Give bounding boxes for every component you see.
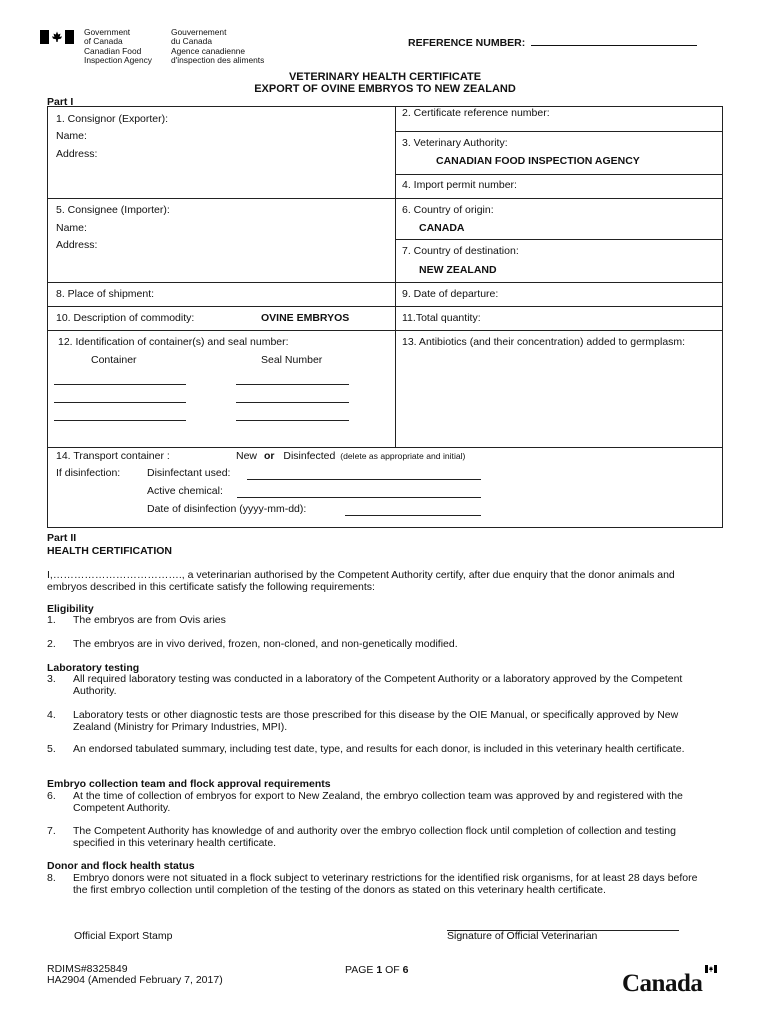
destination-value: NEW ZEALAND	[419, 264, 497, 276]
part2-heading: HEALTH CERTIFICATION	[47, 545, 173, 557]
container-field[interactable]	[54, 402, 186, 403]
date-disinfection-label: Date of disinfection (yyyy-mm-dd):	[147, 503, 307, 515]
item-number: 2.	[47, 638, 56, 650]
consignor-name-label: Name:	[56, 130, 87, 142]
divider	[47, 306, 723, 307]
official-export-stamp-label: Official Export Stamp	[74, 930, 173, 942]
item-7: The Competent Authority has knowledge of and authority over the embryo collection flock until completion of collection and testing specified in this veterinary health certificate.	[73, 825, 676, 849]
divider	[47, 198, 723, 199]
disinfected-option[interactable]: Disinfected	[283, 450, 336, 462]
certification-intro: I,………………………………., a veterinarian authorised by the Competent Authority certify, after due enquiry that the donor animals and embryos described in this certificate satisfy the following requirements:	[47, 569, 675, 593]
if-disinfection-label: If disinfection:	[56, 467, 121, 479]
transport-label: 14. Transport container :	[56, 450, 170, 462]
divider	[395, 174, 723, 175]
reference-number: REFERENCE NUMBER:	[408, 36, 697, 49]
disinfectant-used-field[interactable]	[247, 479, 481, 480]
container-field[interactable]	[54, 384, 186, 385]
origin-value: CANADA	[419, 222, 465, 234]
agency-fr: Agence canadienne d'inspection des aliments	[171, 46, 265, 66]
form-number: HA2904 (Amended February 7, 2017)	[47, 974, 223, 986]
item-3: All required laboratory testing was conducted in a laboratory of the Competent Authority or a laboratory approved by the Competent Authority.	[73, 673, 683, 697]
item-number: 8.	[47, 872, 56, 884]
part1-label: Part I	[47, 96, 74, 108]
donor-status-heading: Donor and flock health status	[47, 860, 195, 872]
item-number: 6.	[47, 790, 56, 802]
container-heading: Container	[91, 354, 137, 366]
title-line-1: VETERINARY HEALTH CERTIFICATE	[288, 71, 482, 83]
seal-number-field[interactable]	[236, 384, 349, 385]
divider	[395, 239, 723, 240]
reference-number-field[interactable]	[531, 36, 697, 46]
seal-number-field[interactable]	[236, 402, 349, 403]
commodity-label: 10. Description of commodity:	[56, 312, 195, 324]
identification-label: 12. Identification of container(s) and seal number:	[58, 336, 289, 348]
title-line-2: EXPORT OF OVINE EMBRYOS TO NEW ZEALAND	[254, 83, 516, 95]
divider	[395, 131, 723, 132]
seal-number-heading: Seal Number	[261, 354, 323, 366]
item-1: The embryos are from Ovis aries	[73, 614, 226, 626]
divider	[47, 282, 723, 283]
new-option[interactable]: New	[236, 450, 258, 462]
vet-authority-value: CANADIAN FOOD INSPECTION AGENCY	[436, 155, 640, 167]
consignee-name-label: Name:	[56, 222, 87, 234]
date-disinfection-field[interactable]	[345, 515, 481, 516]
item-number: 7.	[47, 825, 56, 837]
canada-wordmark: Canada	[622, 970, 703, 997]
divider	[395, 106, 396, 447]
origin-label: 6. Country of origin:	[402, 204, 494, 216]
item-4: Laboratory tests or other diagnostic tests are those prescribed for this disease by the OIE Manual, or specifically approved by New Zealand (Ministry for Primary Industries, MPI).	[73, 709, 679, 733]
commodity-value: OVINE EMBRYOS	[261, 312, 350, 324]
antibiotics-label: 13. Antibiotics (and their concentration) added to germplasm:	[402, 336, 686, 348]
wordmark-flag-icon	[705, 964, 717, 972]
consignee-label: 5. Consignee (Importer):	[56, 204, 170, 216]
date-departure-label: 9. Date of departure:	[402, 288, 499, 300]
footer-ids	[47, 964, 223, 986]
seal-number-field[interactable]	[236, 420, 349, 421]
total-quantity-label: 11.Total quantity:	[402, 312, 481, 324]
divider	[47, 447, 723, 448]
item-5: An endorsed tabulated summary, including test date, type, and results for each donor, is included in this veterinary health certificate.	[73, 743, 685, 755]
item-2: The embryos are in vivo derived, frozen, non-cloned, and non-genetically modified.	[73, 638, 458, 650]
item-number: 4.	[47, 709, 56, 721]
item-number: 5.	[47, 743, 56, 755]
gov-fr: Gouvernement du Canada	[171, 27, 227, 47]
item-number: 1.	[47, 614, 56, 626]
destination-label: 7. Country of destination:	[402, 245, 519, 257]
or-text: or	[263, 450, 275, 462]
active-chemical-label: Active chemical:	[147, 485, 223, 497]
item-8: Embryo donors were not situated in a flock subject to veterinary restrictions for the identified risk organisms, for at least 28 days before the first embryo collection until completion of the testing of the donors as stated on this veterinary health certificate.	[73, 872, 698, 896]
eligibility-heading: Eligibility	[47, 603, 94, 615]
canada-flag-icon	[40, 30, 74, 44]
rdims-number: RDIMS#8325849	[47, 963, 128, 975]
embryo-team-heading: Embryo collection team and flock approval requirements	[47, 778, 331, 790]
divider	[47, 330, 723, 331]
delete-note: (delete as appropriate and initial)	[340, 451, 466, 461]
item-6: At the time of collection of embryos for export to New Zealand, the embryo collection team was approved by and registered with the Competent Authority.	[73, 790, 683, 814]
page-indicator: PAGE 1 OF 6	[345, 964, 409, 976]
lab-testing-heading: Laboratory testing	[47, 662, 140, 674]
cert-ref-label: 2. Certificate reference number:	[402, 107, 550, 119]
place-shipment-label: 8. Place of shipment:	[56, 288, 155, 300]
disinfectant-used-label: Disinfectant used:	[147, 467, 231, 479]
transport-options	[236, 450, 465, 462]
part2-label: Part II	[47, 532, 77, 544]
active-chemical-field[interactable]	[237, 497, 481, 498]
gov-en: Government of Canada	[84, 27, 131, 47]
consignee-address-label: Address:	[56, 239, 98, 251]
vet-authority-label: 3. Veterinary Authority:	[402, 137, 508, 149]
agency-en: Canadian Food Inspection Agency	[84, 46, 152, 66]
container-field[interactable]	[54, 420, 186, 421]
consignor-address-label: Address:	[56, 148, 98, 160]
consignor-label: 1. Consignor (Exporter):	[56, 113, 169, 125]
import-permit-label: 4. Import permit number:	[402, 179, 517, 191]
item-number: 3.	[47, 673, 56, 685]
signature-label: Signature of Official Veterinarian	[447, 930, 598, 942]
